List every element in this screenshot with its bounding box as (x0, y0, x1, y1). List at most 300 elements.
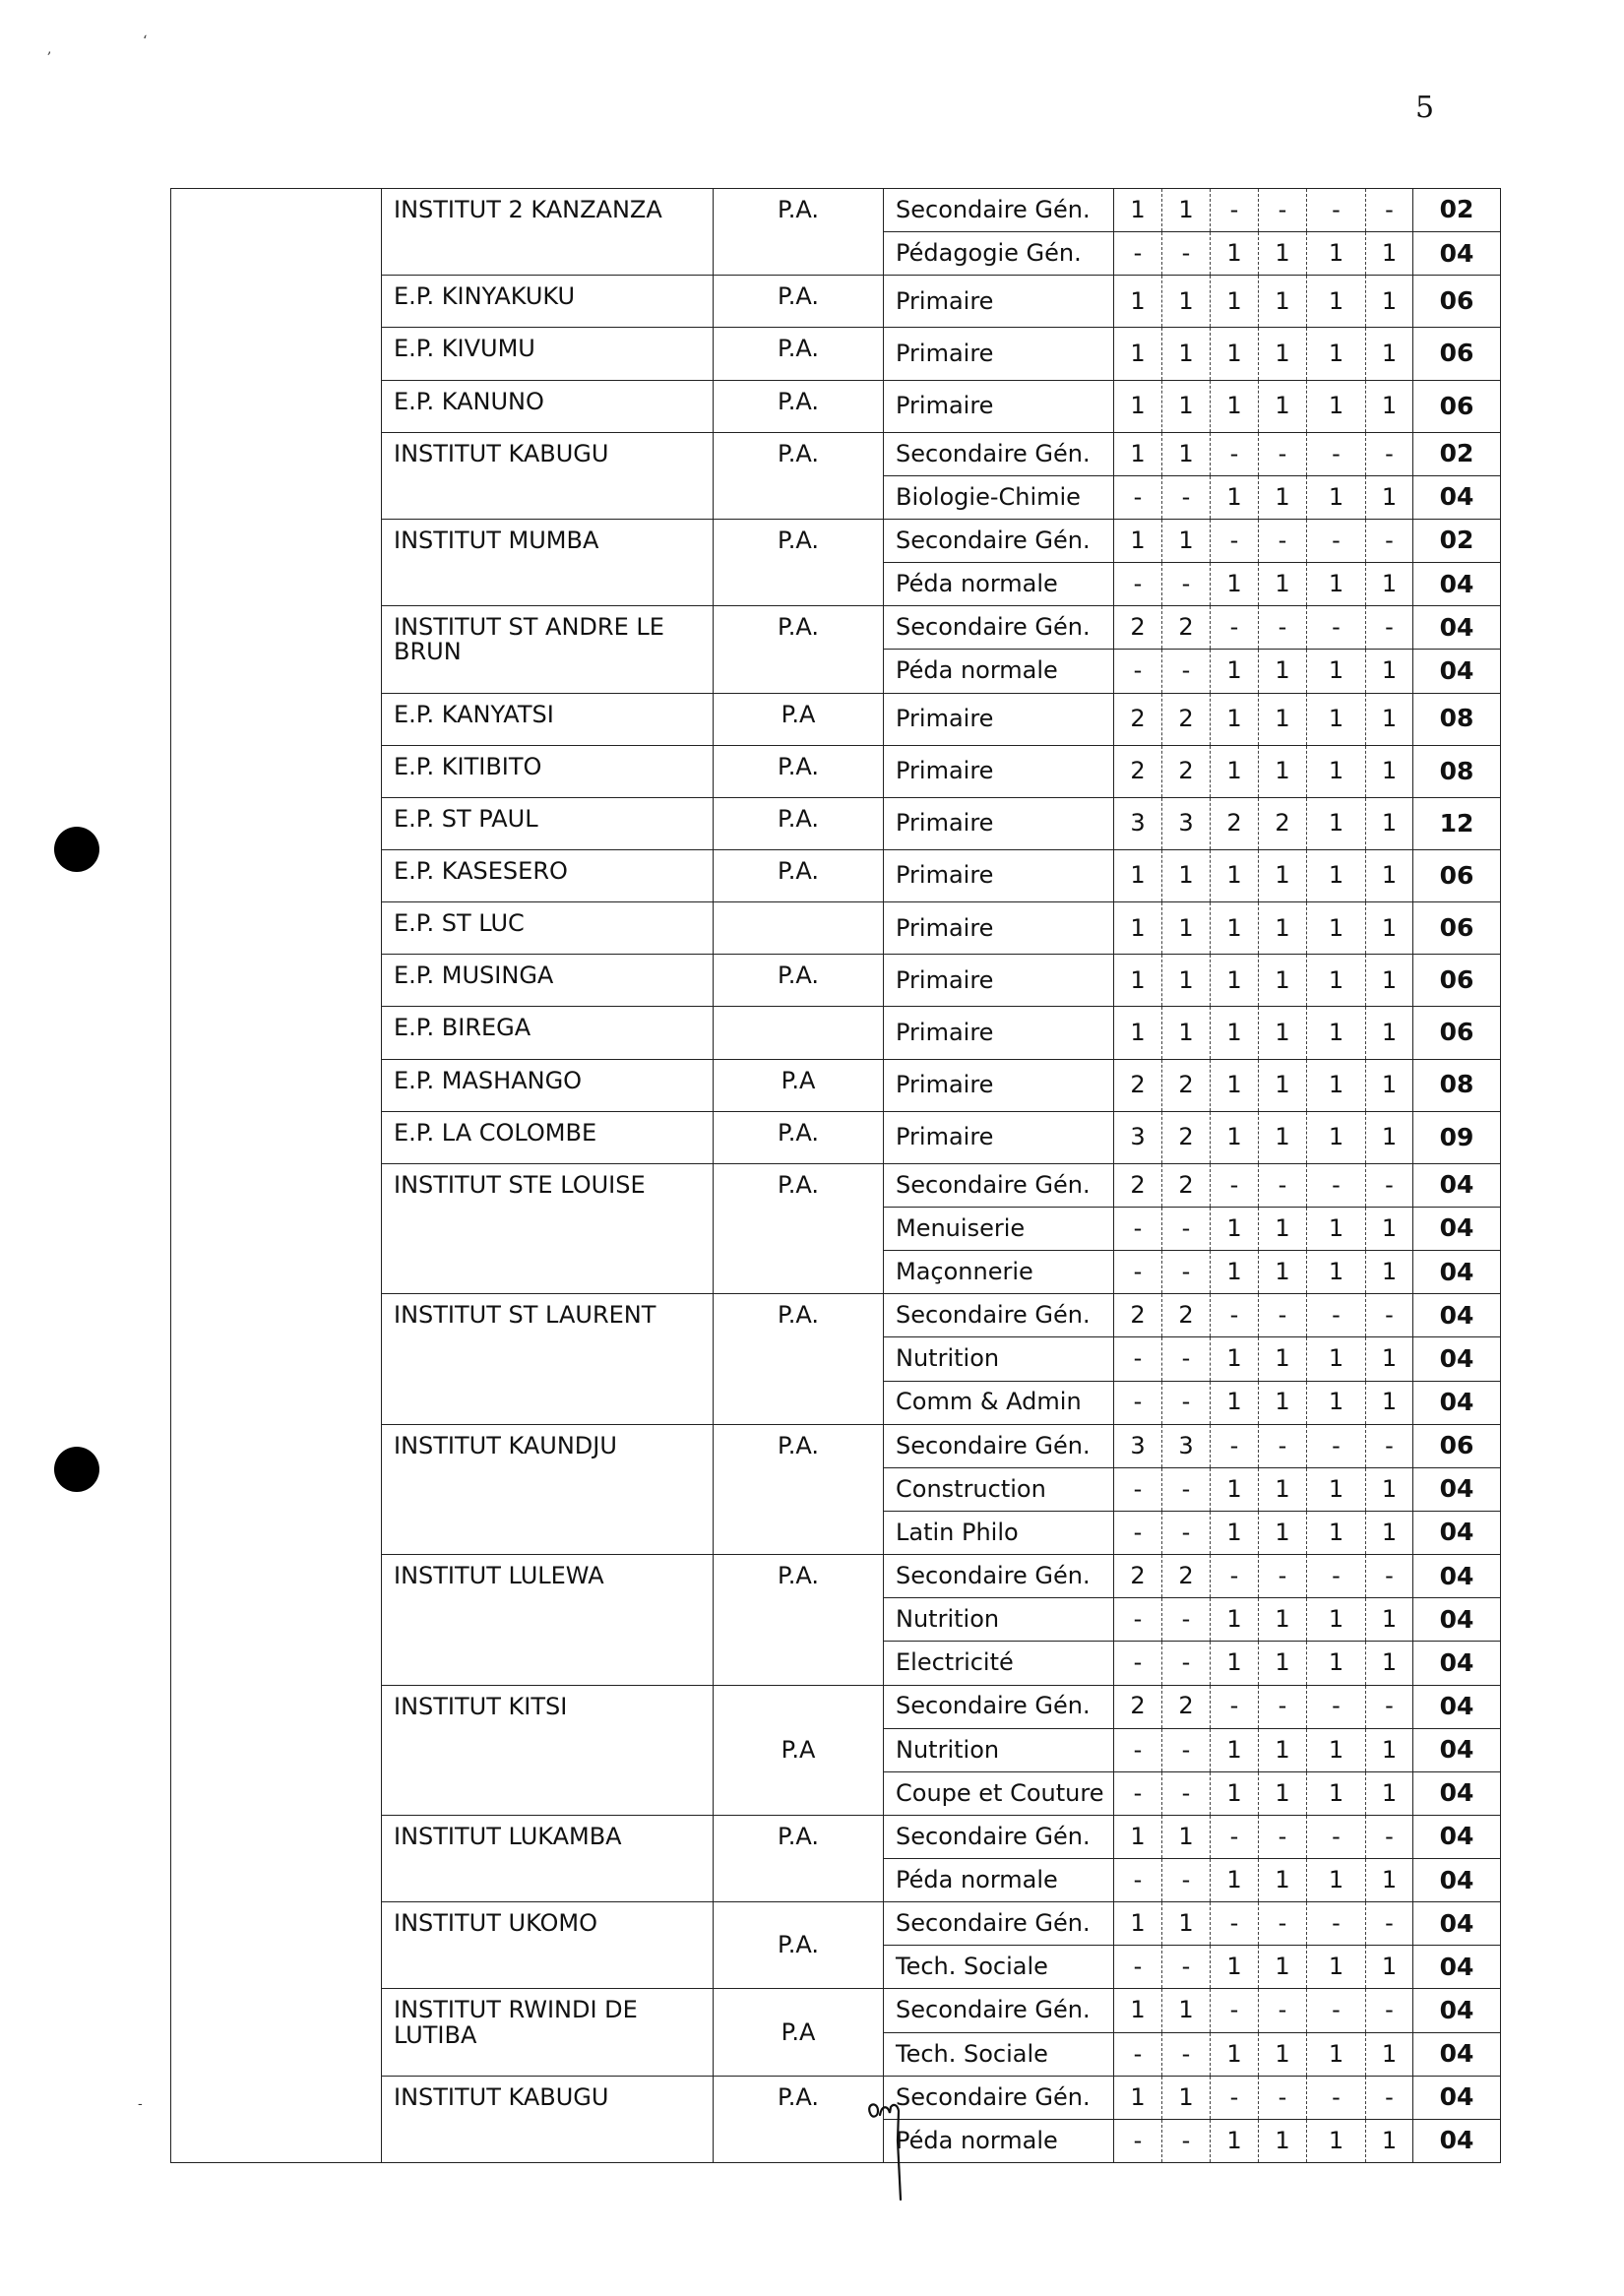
class-count-6: 1 (1366, 1059, 1413, 1111)
class-count-4: - (1259, 1294, 1307, 1337)
class-count-6: 1 (1366, 1642, 1413, 1685)
class-count-4: 1 (1259, 475, 1307, 519)
class-count-5: 1 (1307, 1381, 1366, 1424)
section-name: Secondaire Gén. (884, 2076, 1114, 2119)
section-name: Secondaire Gén. (884, 606, 1114, 650)
total-count: 04 (1413, 1555, 1501, 1598)
class-count-3: 1 (1211, 849, 1259, 901)
section-name: Primaire (884, 276, 1114, 328)
class-count-6: 1 (1366, 1381, 1413, 1424)
class-count-6: 1 (1366, 1207, 1413, 1250)
school-name: INSTITUT STE LOUISE (382, 1163, 714, 1293)
class-count-5: 1 (1307, 563, 1366, 606)
total-count: 04 (1413, 1381, 1501, 1424)
class-count-1: - (1114, 475, 1162, 519)
school-status (714, 1007, 884, 1059)
section-name: Secondaire Gén. (884, 1989, 1114, 2032)
class-count-3: - (1211, 1815, 1259, 1858)
class-count-6: 1 (1366, 276, 1413, 328)
section-name: Nutrition (884, 1337, 1114, 1381)
total-count: 06 (1413, 380, 1501, 432)
class-count-4: - (1259, 519, 1307, 562)
class-count-4: 1 (1259, 232, 1307, 276)
class-count-2: 1 (1162, 2076, 1211, 2119)
class-count-2: 2 (1162, 1555, 1211, 1598)
class-count-2: 1 (1162, 955, 1211, 1007)
section-name: Construction (884, 1467, 1114, 1511)
total-count: 04 (1413, 2032, 1501, 2076)
class-count-3: 1 (1211, 1511, 1259, 1554)
total-count: 06 (1413, 955, 1501, 1007)
class-count-2: - (1162, 1337, 1211, 1381)
class-count-5: 1 (1307, 1467, 1366, 1511)
class-count-6: - (1366, 189, 1413, 232)
section-name: Primaire (884, 380, 1114, 432)
section-name: Secondaire Gén. (884, 1685, 1114, 1728)
total-count: 02 (1413, 519, 1501, 562)
class-count-4: 1 (1259, 1771, 1307, 1815)
section-name: Secondaire Gén. (884, 432, 1114, 475)
section-name: Secondaire Gén. (884, 1902, 1114, 1946)
class-count-2: 1 (1162, 189, 1211, 232)
school-status: P.A. (714, 606, 884, 693)
class-count-3: 1 (1211, 563, 1259, 606)
class-count-5: 1 (1307, 232, 1366, 276)
school-status: P.A. (714, 1555, 884, 1685)
school-status: P.A (714, 693, 884, 745)
class-count-5: 1 (1307, 1511, 1366, 1554)
class-count-3: 1 (1211, 955, 1259, 1007)
total-count: 04 (1413, 475, 1501, 519)
class-count-5: 1 (1307, 2119, 1366, 2162)
class-count-2: 2 (1162, 1163, 1211, 1207)
class-count-6: 1 (1366, 1598, 1413, 1642)
section-name: Primaire (884, 1059, 1114, 1111)
class-count-5: - (1307, 1555, 1366, 1598)
class-count-6: - (1366, 519, 1413, 562)
class-count-6: 1 (1366, 650, 1413, 693)
total-count: 04 (1413, 563, 1501, 606)
school-name: INSTITUT MUMBA (382, 519, 714, 605)
class-count-2: 3 (1162, 1424, 1211, 1467)
class-count-3: - (1211, 189, 1259, 232)
class-count-3: 1 (1211, 902, 1259, 955)
school-name: INSTITUT KABUGU (382, 432, 714, 519)
class-count-6: - (1366, 1555, 1413, 1598)
school-name: INSTITUT KITSI (382, 1685, 714, 1815)
class-count-4: 1 (1259, 2032, 1307, 2076)
class-count-1: - (1114, 1771, 1162, 1815)
section-name: Secondaire Gén. (884, 1294, 1114, 1337)
punch-hole (54, 1447, 99, 1492)
school-status: P.A. (714, 1294, 884, 1424)
total-count: 04 (1413, 1294, 1501, 1337)
class-count-1: 2 (1114, 1294, 1162, 1337)
class-count-5: - (1307, 1902, 1366, 1946)
class-count-2: - (1162, 1598, 1211, 1642)
class-count-4: 1 (1259, 1946, 1307, 1989)
total-count: 04 (1413, 1163, 1501, 1207)
total-count: 04 (1413, 1902, 1501, 1946)
class-count-5: 1 (1307, 1059, 1366, 1111)
section-name: Primaire (884, 745, 1114, 797)
table-row (171, 189, 1501, 232)
class-count-4: 1 (1259, 1059, 1307, 1111)
margin-column (171, 189, 382, 2163)
class-count-3: 1 (1211, 1337, 1259, 1381)
class-count-5: - (1307, 1989, 1366, 2032)
class-count-4: 2 (1259, 797, 1307, 849)
total-count: 04 (1413, 1337, 1501, 1381)
total-count: 04 (1413, 1207, 1501, 1250)
class-count-4: - (1259, 189, 1307, 232)
class-count-6: 1 (1366, 1007, 1413, 1059)
class-count-5: 1 (1307, 328, 1366, 380)
school-name: E.P. ST LUC (382, 902, 714, 955)
class-count-1: - (1114, 1642, 1162, 1685)
class-count-3: 1 (1211, 650, 1259, 693)
class-count-4: - (1259, 1815, 1307, 1858)
school-status: P.A. (714, 849, 884, 901)
class-count-2: 1 (1162, 1989, 1211, 2032)
class-count-6: 1 (1366, 849, 1413, 901)
section-name: Tech. Sociale (884, 2032, 1114, 2076)
class-count-3: - (1211, 1902, 1259, 1946)
class-count-1: - (1114, 1728, 1162, 1771)
total-count: 06 (1413, 276, 1501, 328)
school-status: P.A. (714, 1815, 884, 1901)
school-status: P.A (714, 1685, 884, 1815)
class-count-5: 1 (1307, 1111, 1366, 1163)
class-count-1: 1 (1114, 955, 1162, 1007)
school-name: INSTITUT 2 KANZANZA (382, 189, 714, 276)
class-count-5: - (1307, 606, 1366, 650)
total-count: 04 (1413, 1685, 1501, 1728)
school-status: P.A. (714, 797, 884, 849)
class-count-2: - (1162, 1728, 1211, 1771)
total-count: 09 (1413, 1111, 1501, 1163)
class-count-4: - (1259, 606, 1307, 650)
class-count-1: - (1114, 1598, 1162, 1642)
class-count-1: 1 (1114, 1007, 1162, 1059)
class-count-1: - (1114, 2032, 1162, 2076)
class-count-5: 1 (1307, 1207, 1366, 1250)
class-count-4: 1 (1259, 1511, 1307, 1554)
class-count-6: 1 (1366, 380, 1413, 432)
school-status: P.A. (714, 519, 884, 605)
class-count-3: 1 (1211, 1946, 1259, 1989)
school-name: E.P. KANUNO (382, 380, 714, 432)
class-count-4: 1 (1259, 1007, 1307, 1059)
section-name: Péda normale (884, 563, 1114, 606)
total-count: 04 (1413, 232, 1501, 276)
class-count-4: 1 (1259, 1642, 1307, 1685)
class-count-3: 1 (1211, 693, 1259, 745)
class-count-2: - (1162, 1381, 1211, 1424)
class-count-2: - (1162, 563, 1211, 606)
school-status (714, 902, 884, 955)
section-name: Maçonnerie (884, 1251, 1114, 1294)
class-count-5: - (1307, 432, 1366, 475)
class-count-2: 2 (1162, 1111, 1211, 1163)
class-count-2: 1 (1162, 1815, 1211, 1858)
class-count-5: 1 (1307, 2032, 1366, 2076)
class-count-3: 1 (1211, 276, 1259, 328)
class-count-6: 1 (1366, 1511, 1413, 1554)
total-count: 08 (1413, 1059, 1501, 1111)
school-status: P.A. (714, 328, 884, 380)
class-count-5: 1 (1307, 475, 1366, 519)
punch-hole (54, 827, 99, 872)
school-name: INSTITUT UKOMO (382, 1902, 714, 1989)
class-count-2: 3 (1162, 797, 1211, 849)
class-count-6: 1 (1366, 797, 1413, 849)
school-name: E.P. LA COLOMBE (382, 1111, 714, 1163)
class-count-4: - (1259, 1989, 1307, 2032)
class-count-2: - (1162, 1771, 1211, 1815)
class-count-3: - (1211, 606, 1259, 650)
class-count-5: 1 (1307, 1859, 1366, 1902)
total-count: 04 (1413, 1859, 1501, 1902)
section-name: Secondaire Gén. (884, 1555, 1114, 1598)
class-count-1: - (1114, 1467, 1162, 1511)
class-count-4: 1 (1259, 849, 1307, 901)
class-count-1: 2 (1114, 693, 1162, 745)
class-count-4: - (1259, 1424, 1307, 1467)
school-status: P.A. (714, 1902, 884, 1989)
section-name: Primaire (884, 797, 1114, 849)
class-count-2: 2 (1162, 606, 1211, 650)
class-count-2: 1 (1162, 1007, 1211, 1059)
class-count-2: - (1162, 1251, 1211, 1294)
class-count-3: 1 (1211, 745, 1259, 797)
class-count-1: - (1114, 1511, 1162, 1554)
class-count-3: 1 (1211, 1207, 1259, 1250)
class-count-1: 2 (1114, 606, 1162, 650)
class-count-1: 1 (1114, 432, 1162, 475)
school-status: P.A. (714, 276, 884, 328)
class-count-4: 1 (1259, 328, 1307, 380)
scan-mark: , (47, 41, 52, 57)
class-count-1: 2 (1114, 1685, 1162, 1728)
class-count-5: 1 (1307, 276, 1366, 328)
class-count-2: - (1162, 1642, 1211, 1685)
class-count-2: 1 (1162, 1902, 1211, 1946)
class-count-3: 1 (1211, 1381, 1259, 1424)
school-name: E.P. KIVUMU (382, 328, 714, 380)
class-count-6: - (1366, 1902, 1413, 1946)
section-name: Secondaire Gén. (884, 189, 1114, 232)
class-count-6: 1 (1366, 328, 1413, 380)
section-name: Primaire (884, 902, 1114, 955)
school-name: E.P. KASESERO (382, 849, 714, 901)
class-count-6: 1 (1366, 902, 1413, 955)
class-count-5: 1 (1307, 1007, 1366, 1059)
class-count-6: - (1366, 1294, 1413, 1337)
class-count-4: 1 (1259, 563, 1307, 606)
section-name: Nutrition (884, 1598, 1114, 1642)
class-count-1: 1 (1114, 1989, 1162, 2032)
total-count: 04 (1413, 1642, 1501, 1685)
school-name: E.P. KANYATSI (382, 693, 714, 745)
class-count-3: - (1211, 1424, 1259, 1467)
class-count-5: 1 (1307, 902, 1366, 955)
total-count: 04 (1413, 1251, 1501, 1294)
total-count: 04 (1413, 1815, 1501, 1858)
class-count-3: - (1211, 1294, 1259, 1337)
class-count-6: 1 (1366, 955, 1413, 1007)
class-count-1: - (1114, 650, 1162, 693)
class-count-1: 1 (1114, 2076, 1162, 2119)
school-name: INSTITUT RWINDI DE LUTIBA (382, 1989, 714, 2076)
class-count-4: 1 (1259, 1859, 1307, 1902)
class-count-6: - (1366, 1815, 1413, 1858)
class-count-4: 1 (1259, 1467, 1307, 1511)
class-count-6: - (1366, 1989, 1413, 2032)
class-count-5: 1 (1307, 1771, 1366, 1815)
section-name: Péda normale (884, 1859, 1114, 1902)
total-count: 08 (1413, 745, 1501, 797)
class-count-6: - (1366, 2076, 1413, 2119)
class-count-1: 1 (1114, 189, 1162, 232)
class-count-1: 2 (1114, 745, 1162, 797)
class-count-5: 1 (1307, 1251, 1366, 1294)
section-name: Secondaire Gén. (884, 1163, 1114, 1207)
class-count-3: - (1211, 519, 1259, 562)
class-count-1: - (1114, 1207, 1162, 1250)
class-count-1: 1 (1114, 328, 1162, 380)
class-count-3: 1 (1211, 328, 1259, 380)
school-name: INSTITUT ST LAURENT (382, 1294, 714, 1424)
initials-signature (864, 2101, 923, 2209)
school-status: P.A (714, 1059, 884, 1111)
class-count-3: 1 (1211, 1771, 1259, 1815)
class-count-2: 1 (1162, 432, 1211, 475)
school-name: E.P. MUSINGA (382, 955, 714, 1007)
class-count-6: 1 (1366, 1111, 1413, 1163)
class-count-4: 1 (1259, 1598, 1307, 1642)
class-count-4: 1 (1259, 1337, 1307, 1381)
section-name: Biologie-Chimie (884, 475, 1114, 519)
class-count-5: 1 (1307, 380, 1366, 432)
class-count-3: 1 (1211, 1251, 1259, 1294)
class-count-1: 1 (1114, 380, 1162, 432)
class-count-3: 1 (1211, 1642, 1259, 1685)
class-count-3: 1 (1211, 1728, 1259, 1771)
class-count-4: 1 (1259, 1381, 1307, 1424)
class-count-1: 2 (1114, 1059, 1162, 1111)
class-count-3: - (1211, 1555, 1259, 1598)
class-count-2: - (1162, 232, 1211, 276)
class-count-6: 1 (1366, 1337, 1413, 1381)
class-count-1: - (1114, 2119, 1162, 2162)
total-count: 06 (1413, 328, 1501, 380)
class-count-2: - (1162, 2119, 1211, 2162)
class-count-4: - (1259, 432, 1307, 475)
school-status: P.A. (714, 1163, 884, 1293)
class-count-3: - (1211, 1163, 1259, 1207)
class-count-2: 2 (1162, 1685, 1211, 1728)
class-count-2: 2 (1162, 693, 1211, 745)
total-count: 04 (1413, 1728, 1501, 1771)
class-count-3: 1 (1211, 2119, 1259, 2162)
school-name: E.P. ST PAUL (382, 797, 714, 849)
class-count-1: 2 (1114, 1163, 1162, 1207)
class-count-3: - (1211, 432, 1259, 475)
class-count-5: 1 (1307, 955, 1366, 1007)
school-name: E.P. MASHANGO (382, 1059, 714, 1111)
class-count-2: 1 (1162, 519, 1211, 562)
total-count: 04 (1413, 1946, 1501, 1989)
class-count-6: 1 (1366, 232, 1413, 276)
section-name: Electricité (884, 1642, 1114, 1685)
class-count-2: - (1162, 2032, 1211, 2076)
school-status: P.A. (714, 1111, 884, 1163)
class-count-2: - (1162, 1207, 1211, 1250)
school-name: E.P. KITIBITO (382, 745, 714, 797)
class-count-6: 1 (1366, 1728, 1413, 1771)
scan-mark: ‘ (143, 33, 148, 49)
class-count-1: - (1114, 1337, 1162, 1381)
class-count-3: - (1211, 2076, 1259, 2119)
total-count: 04 (1413, 650, 1501, 693)
class-count-4: 1 (1259, 745, 1307, 797)
class-count-5: - (1307, 519, 1366, 562)
class-count-5: - (1307, 1163, 1366, 1207)
class-count-2: - (1162, 1467, 1211, 1511)
class-count-4: 1 (1259, 650, 1307, 693)
class-count-6: 1 (1366, 1467, 1413, 1511)
class-count-1: 2 (1114, 1555, 1162, 1598)
section-name: Primaire (884, 1007, 1114, 1059)
scan-mark: - (138, 2096, 143, 2112)
class-count-1: - (1114, 1859, 1162, 1902)
class-count-3: 1 (1211, 1007, 1259, 1059)
class-count-2: 1 (1162, 276, 1211, 328)
school-table-container (170, 188, 1501, 2163)
class-count-4: 1 (1259, 1207, 1307, 1250)
class-count-4: - (1259, 1163, 1307, 1207)
class-count-1: - (1114, 1381, 1162, 1424)
class-count-4: - (1259, 1902, 1307, 1946)
school-name: E.P. KINYAKUKU (382, 276, 714, 328)
class-count-5: 1 (1307, 849, 1366, 901)
class-count-4: 1 (1259, 693, 1307, 745)
class-count-6: - (1366, 1685, 1413, 1728)
class-count-6: 1 (1366, 1946, 1413, 1989)
school-status: P.A. (714, 955, 884, 1007)
class-count-1: - (1114, 1946, 1162, 1989)
class-count-3: 1 (1211, 1467, 1259, 1511)
class-count-1: 3 (1114, 1424, 1162, 1467)
class-count-4: - (1259, 1685, 1307, 1728)
class-count-6: 1 (1366, 1251, 1413, 1294)
school-name: E.P. BIREGA (382, 1007, 714, 1059)
class-count-2: - (1162, 1511, 1211, 1554)
class-count-6: 1 (1366, 2032, 1413, 2076)
school-status: P.A. (714, 745, 884, 797)
class-count-4: 1 (1259, 1728, 1307, 1771)
class-count-6: - (1366, 432, 1413, 475)
class-count-5: 1 (1307, 693, 1366, 745)
class-count-2: 1 (1162, 328, 1211, 380)
section-name: Menuiserie (884, 1207, 1114, 1250)
class-count-3: 1 (1211, 475, 1259, 519)
class-count-5: 1 (1307, 745, 1366, 797)
class-count-2: - (1162, 1859, 1211, 1902)
total-count: 08 (1413, 693, 1501, 745)
page-number: 5 (1415, 91, 1435, 125)
